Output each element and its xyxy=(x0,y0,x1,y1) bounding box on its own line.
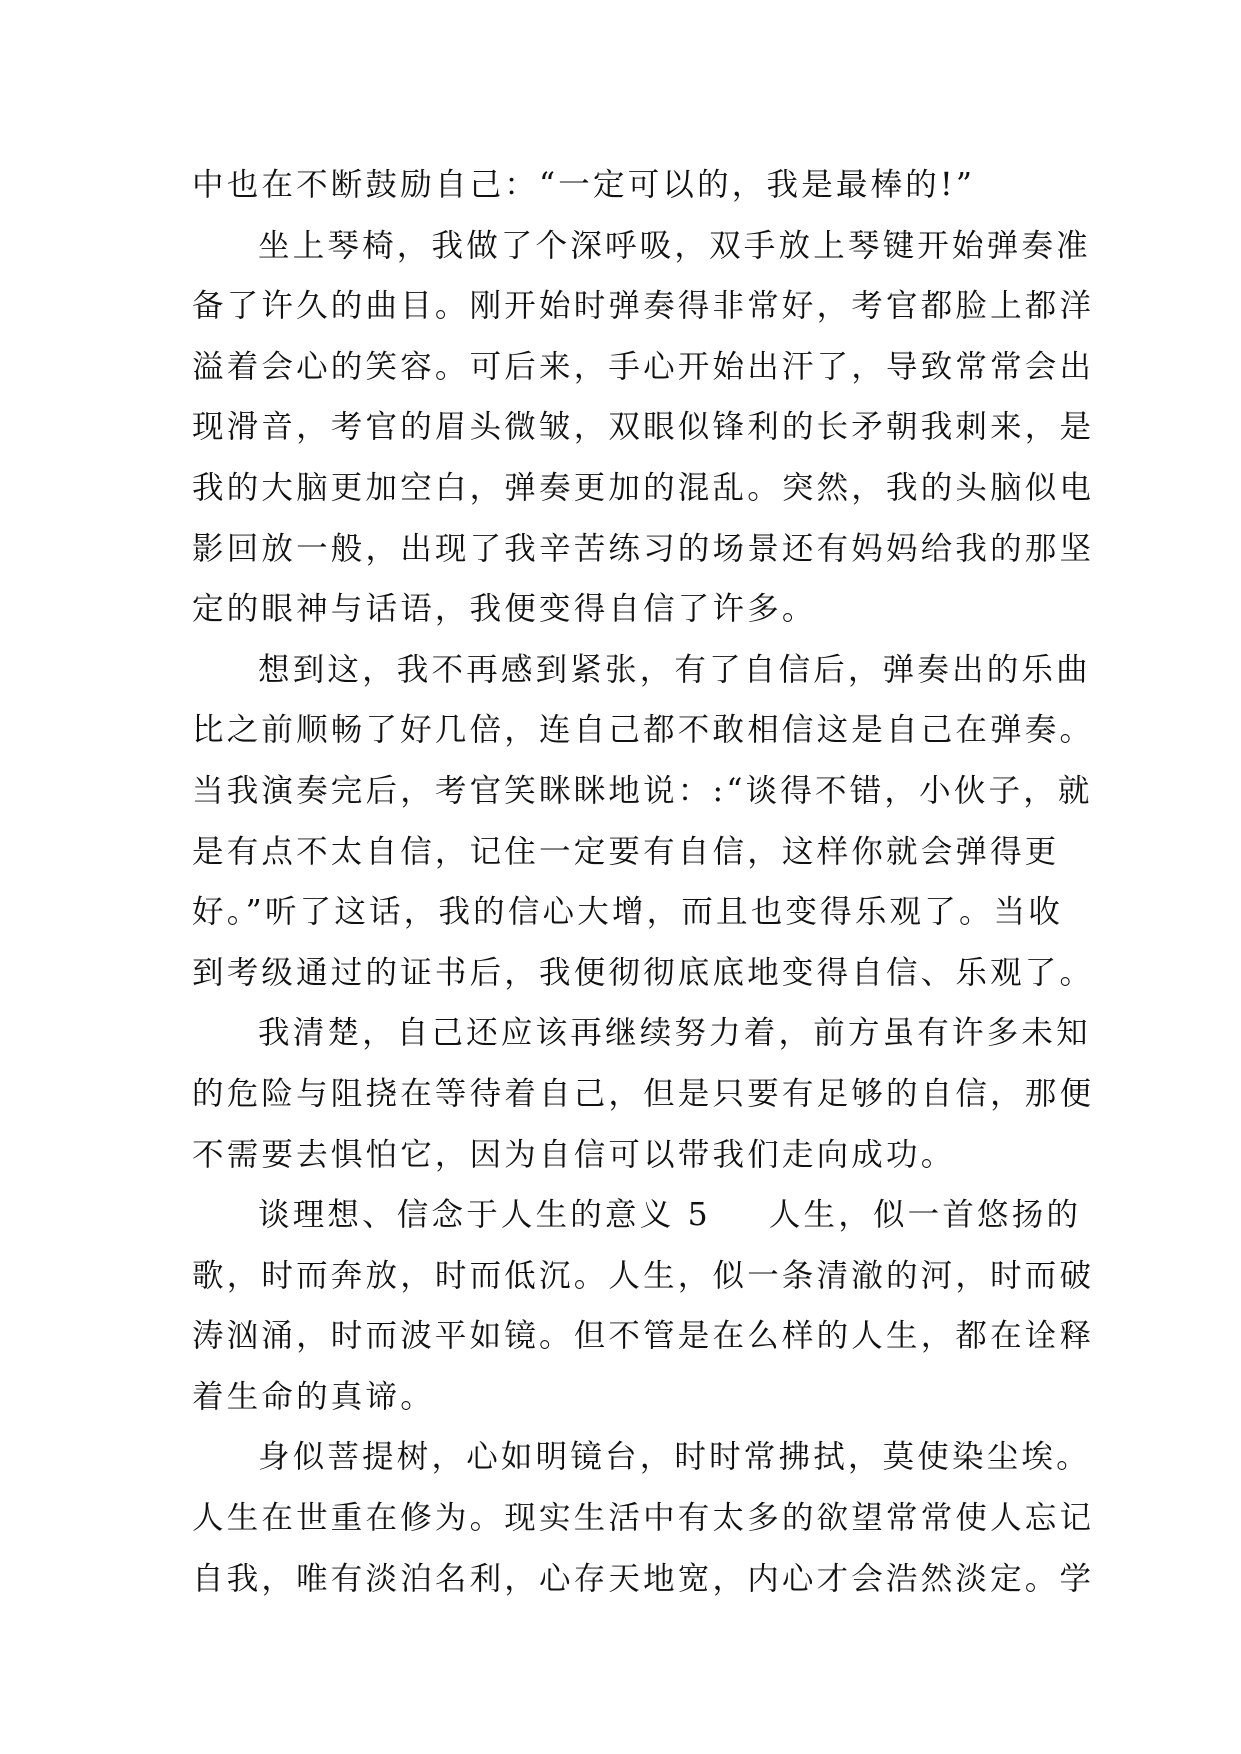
paragraph-first-line: 想到这，我不再感到紧张，有了自信后，弹奏出的乐曲 xyxy=(258,651,1091,688)
text-line: 好。”听了这话，我的信心大增，而且也变得乐观了。当收 xyxy=(192,894,1064,931)
text-line: 人生在世重在修为。现实生活中有太多的欲望常常使人忘记 xyxy=(192,1500,1095,1537)
paragraph-first-line: 身似菩提树，心如明镜台，时时常拂拭，莫使染尘埃。 xyxy=(258,1439,1091,1476)
text-line: 涛汹涌，时而波平如镜。但不管是在么样的人生，都在诠释 xyxy=(192,1318,1095,1355)
text-line: 当我演奏完后，考官笑眯眯地说：:“谈得不错，小伙子，就 xyxy=(192,772,1093,809)
text-line: 的危险与阻挠在等待着自己，但是只要有足够的自信，那便 xyxy=(192,1075,1095,1112)
section-heading-line xyxy=(192,1185,1082,1246)
text-line: 比之前顺畅了好几倍，连自己都不敢相信这是自己在弹奏。 xyxy=(192,712,1095,749)
text-line: 不需要去惧怕它，因为自信可以带我们走向成功。 xyxy=(192,1136,956,1173)
text-line: 歌，时而奔放，时而低沉。人生，似一条清澈的河，时而破 xyxy=(192,1257,1095,1294)
paragraph-first-line: 坐上琴椅，我做了个深呼吸，双手放上琴键开始弹奏准 xyxy=(258,227,1091,264)
text-line: 溢着会心的笑容。可后来，手心开始出汗了，导致常常会出 xyxy=(192,348,1095,385)
text-line: 自我，唯有淡泊名利，心存天地宽，内心才会浩然淡定。学 xyxy=(192,1560,1095,1597)
text-line: 着生命的真谛。 xyxy=(192,1378,435,1415)
text-line: 备了许久的曲目。刚开始时弹奏得非常好，考官都脸上都洋 xyxy=(192,288,1095,325)
text-line: 到考级通过的证书后，我便彻彻底底地变得自信、乐观了。 xyxy=(192,954,1095,991)
section-title: 谈理想、信念于人生的意义 5 xyxy=(258,1197,711,1234)
body-text xyxy=(192,155,1095,1609)
text-line: 定的眼神与话语，我便变得自信了许多。 xyxy=(192,591,817,628)
text-line: 是有点不太自信，记住一定要有自信，这样你就会弹得更 xyxy=(192,833,1060,870)
text-line: 我的大脑更加空白，弹奏更加的混乱。突然，我的头脑似电 xyxy=(192,469,1095,506)
text-line: 现滑音，考官的眉头微皱，双眼似锋利的长矛朝我刺来，是 xyxy=(192,409,1095,446)
paragraph-first-line: 我清楚，自己还应该再继续努力着，前方虽有许多未知 xyxy=(258,1015,1091,1052)
text-line: 影回放一般，出现了我辛苦练习的场景还有妈妈给我的那坚 xyxy=(192,530,1095,567)
section-text: 人生，似一首悠扬的 xyxy=(768,1197,1082,1234)
text-line: 中也在不断鼓励自己：“一定可以的，我是最棒的!” xyxy=(192,167,976,203)
